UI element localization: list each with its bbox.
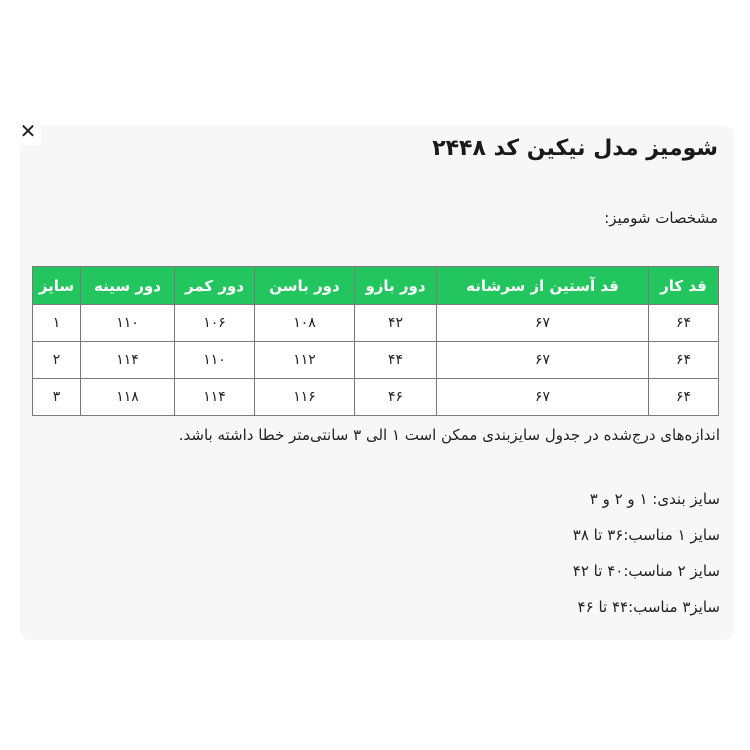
table-cell: ۱: [33, 305, 81, 342]
close-icon[interactable]: ✕: [19, 119, 37, 143]
header-waist: دور کمر: [175, 267, 255, 305]
header-arm: دور بازو: [355, 267, 437, 305]
product-spec-card: [20, 126, 734, 640]
table-cell: ۶۷: [437, 342, 649, 379]
specs-label: مشخصات شومیز:: [604, 209, 718, 227]
table-row: [33, 305, 719, 342]
table-cell: ۱۰۸: [255, 305, 355, 342]
table-cell: ۶۴: [649, 305, 719, 342]
table-cell: ۱۱۸: [81, 379, 175, 416]
table-cell: ۶۷: [437, 379, 649, 416]
size-table: [32, 266, 719, 416]
table-row: [33, 342, 719, 379]
table-cell: ۴۶: [355, 379, 437, 416]
table-header-row: [33, 267, 719, 305]
table-cell: ۱۱۴: [81, 342, 175, 379]
size-info-list: [573, 486, 720, 630]
product-title: شومیز مدل نیکین کد ۲۴۴۸: [432, 136, 718, 161]
size-info-line: سایز ۱ مناسب:۳۶ تا ۳۸: [572, 526, 720, 544]
table-cell: ۶۴: [649, 342, 719, 379]
table-cell: ۶۷: [437, 305, 649, 342]
size-info-line: سایز۳ مناسب:۴۴ تا ۴۶: [577, 598, 720, 616]
header-chest: دور سینه: [81, 267, 175, 305]
header-sleeve-length: قد آستین از سرشانه: [437, 267, 649, 305]
table-cell: ۳: [33, 379, 81, 416]
table-cell: ۱۰۶: [175, 305, 255, 342]
table-cell: ۴۲: [355, 305, 437, 342]
size-info-line: سایز بندی: ۱ و ۲ و ۳: [589, 490, 720, 508]
table-cell: ۱۱۲: [255, 342, 355, 379]
header-length: قد کار: [649, 267, 719, 305]
table-cell: ۴۴: [355, 342, 437, 379]
table-cell: ۶۴: [649, 379, 719, 416]
close-button[interactable]: [15, 119, 41, 145]
table-cell: ۲: [33, 342, 81, 379]
table-cell: ۱۱۰: [175, 342, 255, 379]
table-cell: ۱۱۴: [175, 379, 255, 416]
header-hip: دور باسن: [255, 267, 355, 305]
table-cell: ۱۱۰: [81, 305, 175, 342]
table-cell: ۱۱۶: [255, 379, 355, 416]
measurement-note: اندازه‌های درج‌شده در جدول سایزبندی ممکن است ۱ الی ۳ سانتی‌متر خطا داشته باشد.: [178, 426, 720, 444]
size-info-line: سایز ۲ مناسب:۴۰ تا ۴۲: [572, 562, 720, 580]
table-row: [33, 379, 719, 416]
header-size: سایز: [33, 267, 81, 305]
